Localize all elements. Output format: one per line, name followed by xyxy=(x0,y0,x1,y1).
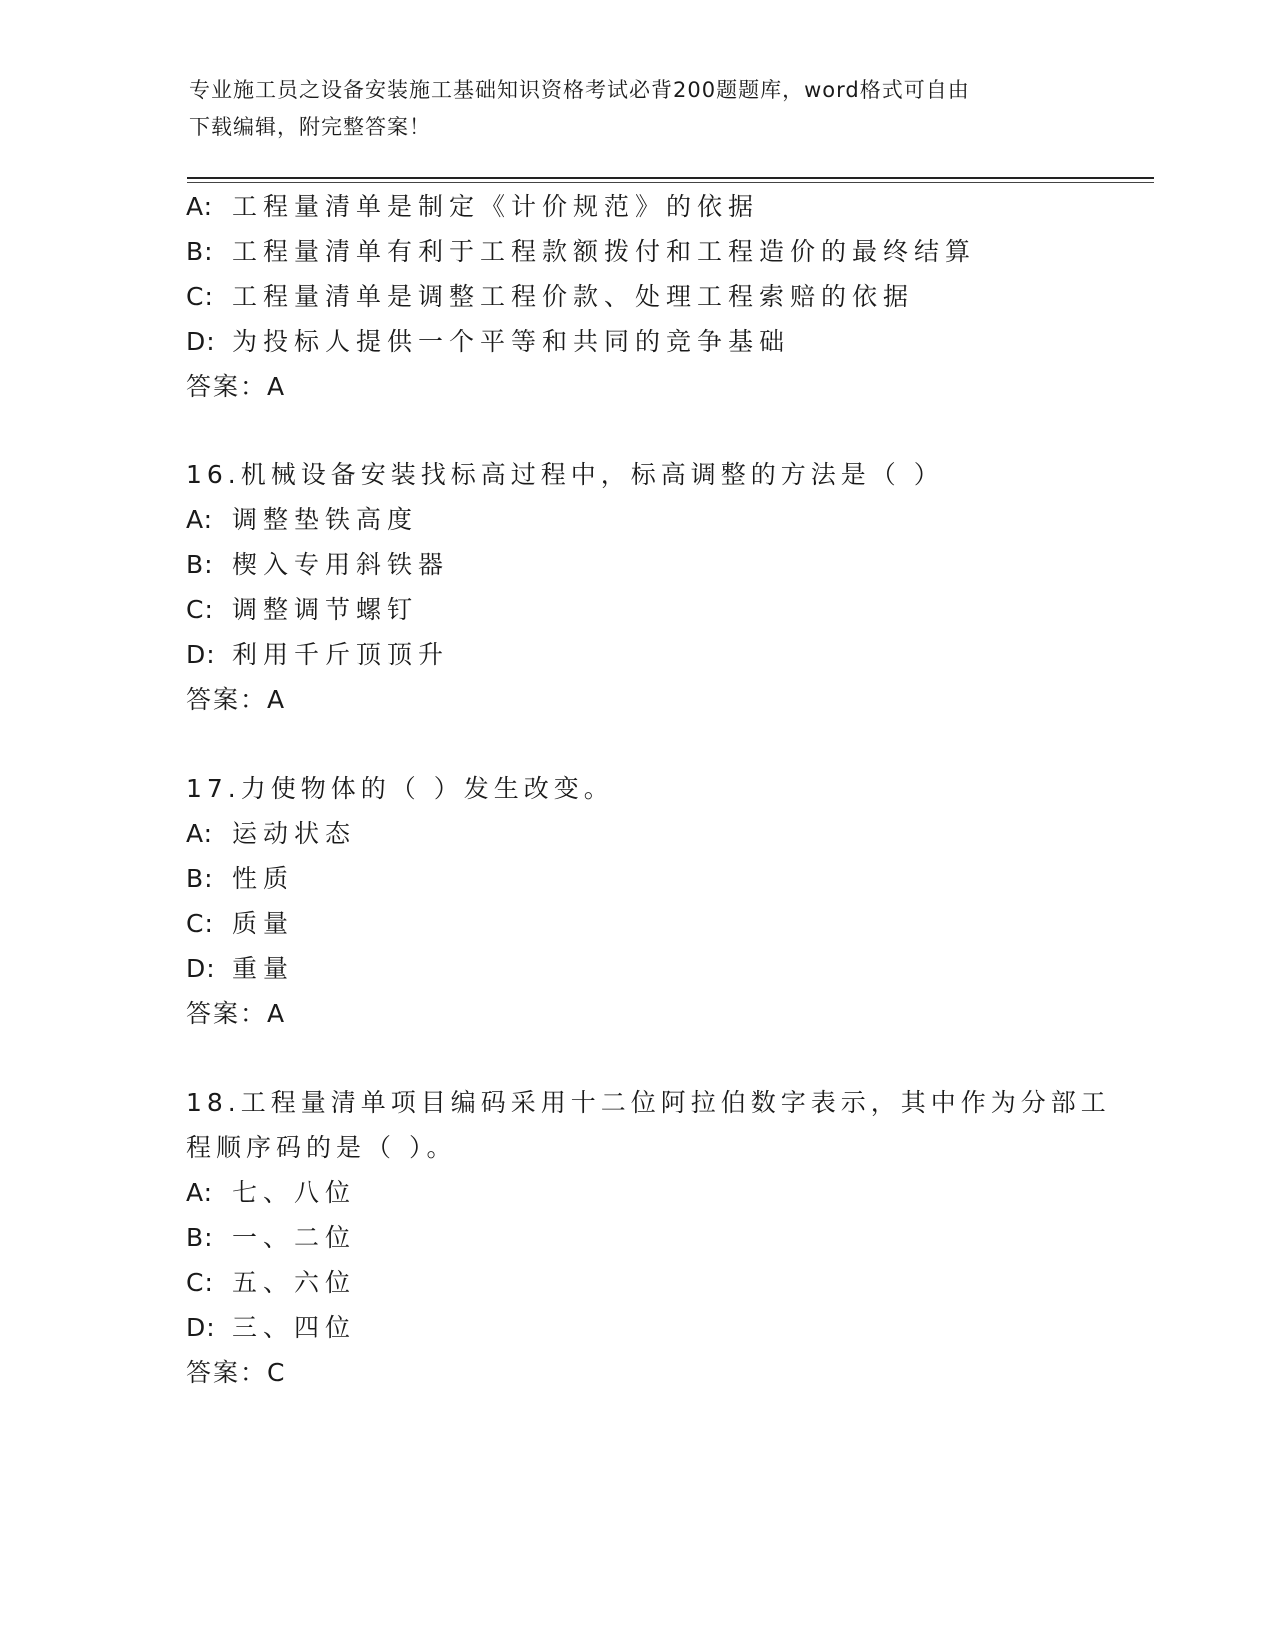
option-text: 重量 xyxy=(232,954,295,983)
option-letter: B: xyxy=(186,1223,214,1252)
option-letter: C: xyxy=(186,909,214,938)
option-text: 调整调节螺钉 xyxy=(232,595,419,624)
option-text: 工程量清单是调整工程价款、处理工程索赔的依据 xyxy=(232,282,915,311)
option-a xyxy=(186,503,418,537)
option-d xyxy=(186,325,790,359)
header-divider xyxy=(187,177,1154,179)
option-text: 利用千斤顶顶升 xyxy=(232,640,450,669)
header-divider-thin xyxy=(187,182,1154,183)
option-text: 性质 xyxy=(232,864,295,893)
option-text: 七、八位 xyxy=(232,1178,357,1207)
option-letter: C: xyxy=(186,282,214,311)
option-c xyxy=(186,593,418,627)
option-d xyxy=(186,952,294,986)
option-text: 工程量清单是制定《计价规范》的依据 xyxy=(232,192,760,221)
option-letter: D: xyxy=(186,640,216,669)
answer-line xyxy=(186,1356,286,1390)
option-letter: A: xyxy=(186,192,214,221)
option-letter: D: xyxy=(186,327,216,356)
answer-value: A xyxy=(267,685,287,714)
option-a xyxy=(186,1176,356,1210)
option-letter: C: xyxy=(186,595,214,624)
header-line-2: 下载编辑，附完整答案！ xyxy=(189,115,431,139)
answer-value: C xyxy=(267,1358,287,1387)
option-letter: D: xyxy=(186,1313,216,1342)
answer-value: A xyxy=(267,999,287,1028)
question-18-line-1: 18.工程量清单项目编码采用十二位阿拉伯数字表示，其中作为分部工 xyxy=(186,1088,1111,1117)
option-text: 为投标人提供一个平等和共同的竞争基础 xyxy=(232,327,791,356)
option-letter: D: xyxy=(186,954,216,983)
option-text: 三、四位 xyxy=(232,1313,357,1342)
answer-label: 答案： xyxy=(186,1358,268,1387)
question-17: 17.力使物体的（ ）发生改变。 xyxy=(186,774,614,803)
answer-label: 答案： xyxy=(186,372,268,401)
answer-line xyxy=(186,370,286,404)
option-letter: A: xyxy=(186,505,214,534)
option-letter: A: xyxy=(186,819,214,848)
option-letter: B: xyxy=(186,864,214,893)
answer-line xyxy=(186,997,286,1031)
option-letter: B: xyxy=(186,237,214,266)
option-text: 楔入专用斜铁器 xyxy=(232,550,450,579)
option-c xyxy=(186,1266,356,1300)
option-text: 工程量清单有利于工程款额拨付和工程造价的最终结算 xyxy=(232,237,977,266)
answer-line xyxy=(186,683,286,717)
option-text: 运动状态 xyxy=(232,819,357,848)
option-b xyxy=(186,548,449,582)
option-text: 一、二位 xyxy=(232,1223,357,1252)
option-c xyxy=(186,907,294,941)
option-text: 调整垫铁高度 xyxy=(232,505,419,534)
option-letter: A: xyxy=(186,1178,214,1207)
option-text: 质量 xyxy=(232,909,295,938)
option-d xyxy=(186,638,449,672)
option-d xyxy=(186,1311,356,1345)
option-a xyxy=(186,190,759,224)
option-a xyxy=(186,817,356,851)
header-line-1: 专业施工员之设备安装施工基础知识资格考试必背200题题库，word格式可自由 xyxy=(189,78,970,102)
option-c xyxy=(186,280,914,314)
document-header xyxy=(189,72,1069,146)
answer-label: 答案： xyxy=(186,999,268,1028)
option-b xyxy=(186,1221,356,1255)
option-b xyxy=(186,862,294,896)
answer-label: 答案： xyxy=(186,685,268,714)
option-b xyxy=(186,235,976,269)
option-letter: C: xyxy=(186,1268,214,1297)
answer-value: A xyxy=(267,372,287,401)
question-18-line-2: 程顺序码的是（ ）。 xyxy=(186,1133,457,1162)
question-16: 16.机械设备安装找标高过程中，标高调整的方法是（ ） xyxy=(186,460,944,489)
option-text: 五、六位 xyxy=(232,1268,357,1297)
option-letter: B: xyxy=(186,550,214,579)
